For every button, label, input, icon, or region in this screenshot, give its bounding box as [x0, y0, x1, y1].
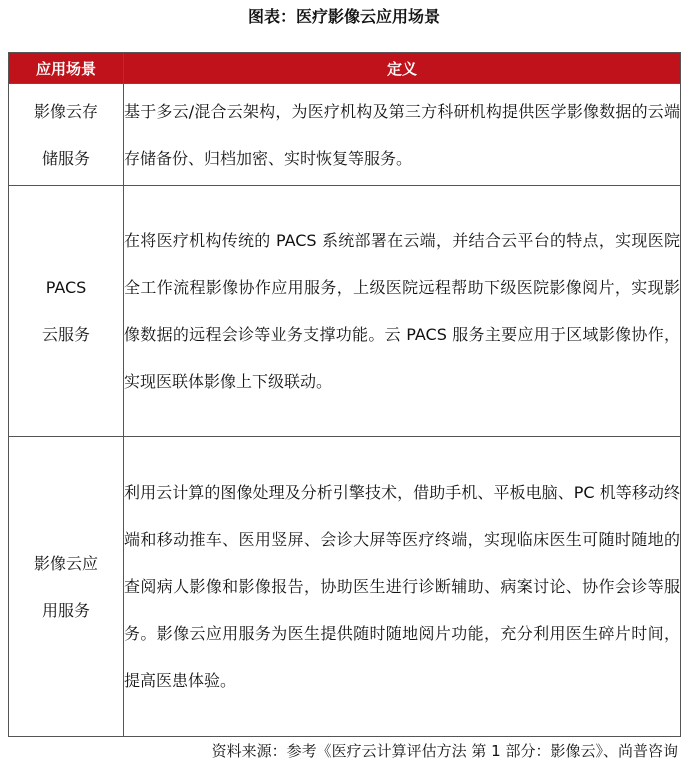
scene-line: 云服务	[41, 325, 90, 344]
table-row	[9, 437, 681, 737]
header-scene: 应用场景	[9, 53, 124, 84]
header-definition: 定义	[124, 53, 681, 84]
table-row	[9, 186, 681, 437]
definition-cell: 在将医疗机构传统的 PACS 系统部署在云端，并结合云平台的特点，实现医院全工作流程影像协作应用服务，上级医院远程帮助下级医院影像阅片，实现影像数据的远程会诊等业务支撑功能。云 PACS 服务主要应用于区域影像协作，实现医联体影像上下级联动。	[124, 186, 681, 437]
table-row	[9, 84, 681, 186]
figure-title: 图表：医疗影像云应用场景	[247, 7, 440, 26]
scene-line: 影像云存	[33, 101, 98, 121]
source-note: 资料来源：参考《医疗云计算评估方法 第 1 部分：影像云》、尚普咨询	[211, 742, 678, 760]
definition-cell: 基于多云/混合云架构，为医疗机构及第三方科研机构提供医学影像数据的云端存储备份、归档加密、实时恢复等服务。	[124, 84, 681, 186]
scene-cell	[9, 84, 124, 186]
scene-line: 储服务	[41, 148, 90, 168]
definition-cell: 利用云计算的图像处理及分析引擎技术，借助手机、平板电脑、PC 机等移动终端和移动推车、医用竖屏、会诊大屏等医疗终端，实现临床医生可随时随地的查阅病人影像和影像报告，协助医生进行诊断辅助、病案讨论、协作会诊等服务。影像云应用服务为医生提供随时随地阅片功能，充分利用医生碎片时间，提高医患体验。	[124, 437, 681, 737]
scenario-table	[8, 52, 681, 737]
table-header-row	[9, 53, 681, 84]
scene-line: 用服务	[41, 600, 90, 620]
scene-line: PACS	[45, 278, 87, 297]
scene-line: 影像云应	[33, 553, 98, 573]
scene-cell	[9, 437, 124, 737]
scene-cell	[9, 186, 124, 437]
